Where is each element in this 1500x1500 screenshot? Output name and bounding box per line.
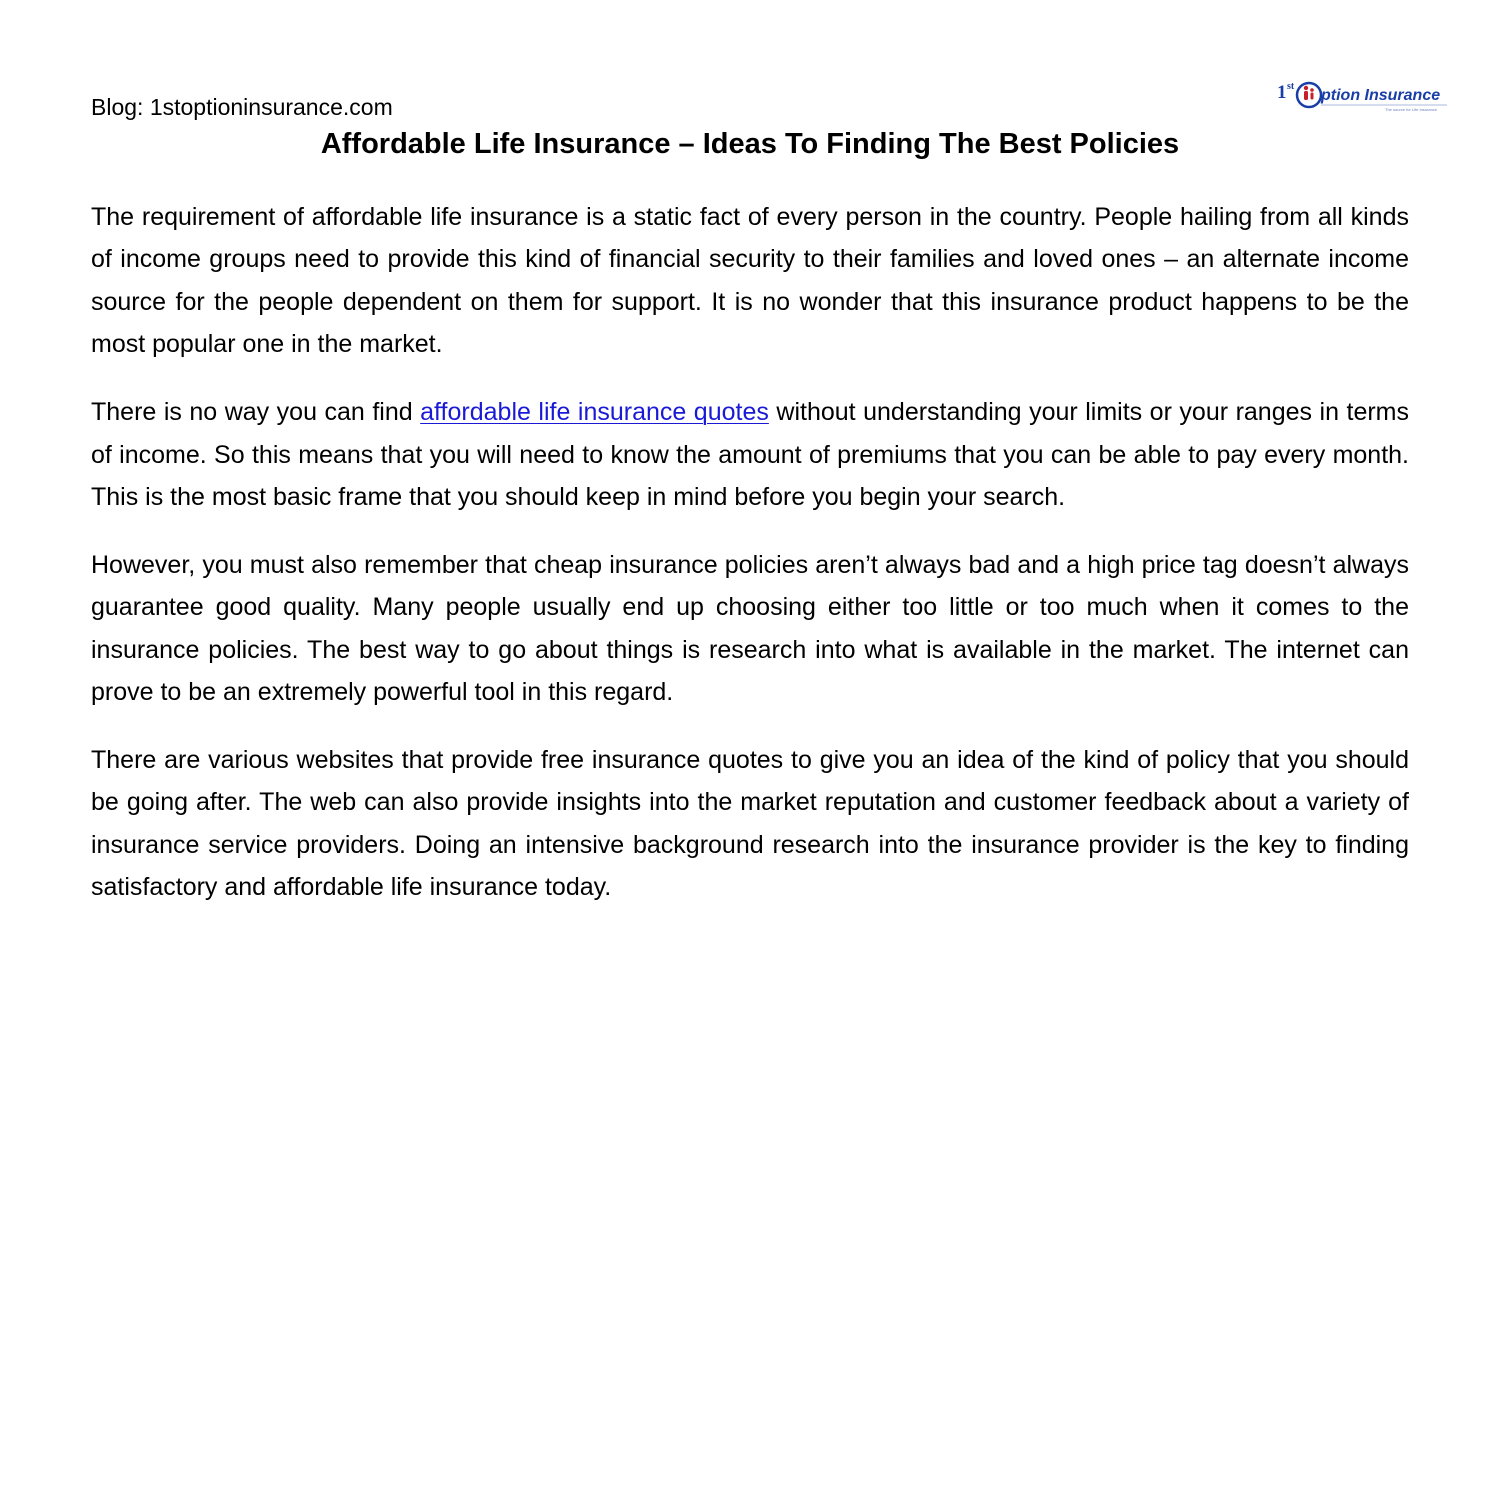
paragraph-2-before-link: There is no way you can find bbox=[91, 398, 421, 427]
paragraph-4: There are various websites that provide free insurance quotes to give you an idea of the kind of policy that you should be going after. The web can also provide insights into the market reputation and customer feedback about a variety of insurance service providers. Doing an intensive background research into the insurance provider is the key to finding satisfactory and affordable life insurance today. bbox=[91, 745, 1409, 902]
1st-option-insurance-logo-icon bbox=[1275, 78, 1455, 114]
logo-superscript: st bbox=[1287, 81, 1295, 92]
paragraph-1: The requirement of affordable life insurance is a static fact of every person in the country. People hailing from all kinds of income groups need to provide this kind of financial security to their families and loved ones – an alternate income source for the people dependent on them for support. It is no wonder that this insurance product happens to be the most popular one in the market. bbox=[91, 203, 1409, 359]
paragraph-3: However, you must also remember that cheap insurance policies aren’t always bad and a high price tag doesn’t always guarantee good quality. Many people usually end up choosing either too little or too much when it comes to the insurance policies. The best way to go about things is research into what is available in the market. The internet can prove to be an extremely powerful tool in this regard. bbox=[91, 550, 1409, 707]
article-title: Affordable Life Insurance – Ideas To Finding The Best Policies bbox=[320, 128, 1180, 160]
paragraph-2-after-link: without understanding your limits or your ranges in terms of income. So this means that you will need to know the amount of premiums that you can be able to pay every month. This is the most basic frame that you should keep in mind before you begin your search. bbox=[91, 398, 1410, 511]
affordable-life-insurance-quotes-link[interactable]: affordable life insurance quotes bbox=[420, 398, 769, 427]
blog-label: Blog: 1stoptioninsurance.com bbox=[91, 94, 393, 120]
logo-name: ption Insurance bbox=[1321, 87, 1441, 104]
company-logo bbox=[1275, 78, 1455, 114]
logo-prefix: 1 bbox=[1277, 82, 1287, 103]
paragraph-2 bbox=[91, 391, 1409, 518]
article-body bbox=[91, 196, 1409, 934]
logo-tagline: The source for Life Insurance bbox=[1385, 107, 1438, 112]
